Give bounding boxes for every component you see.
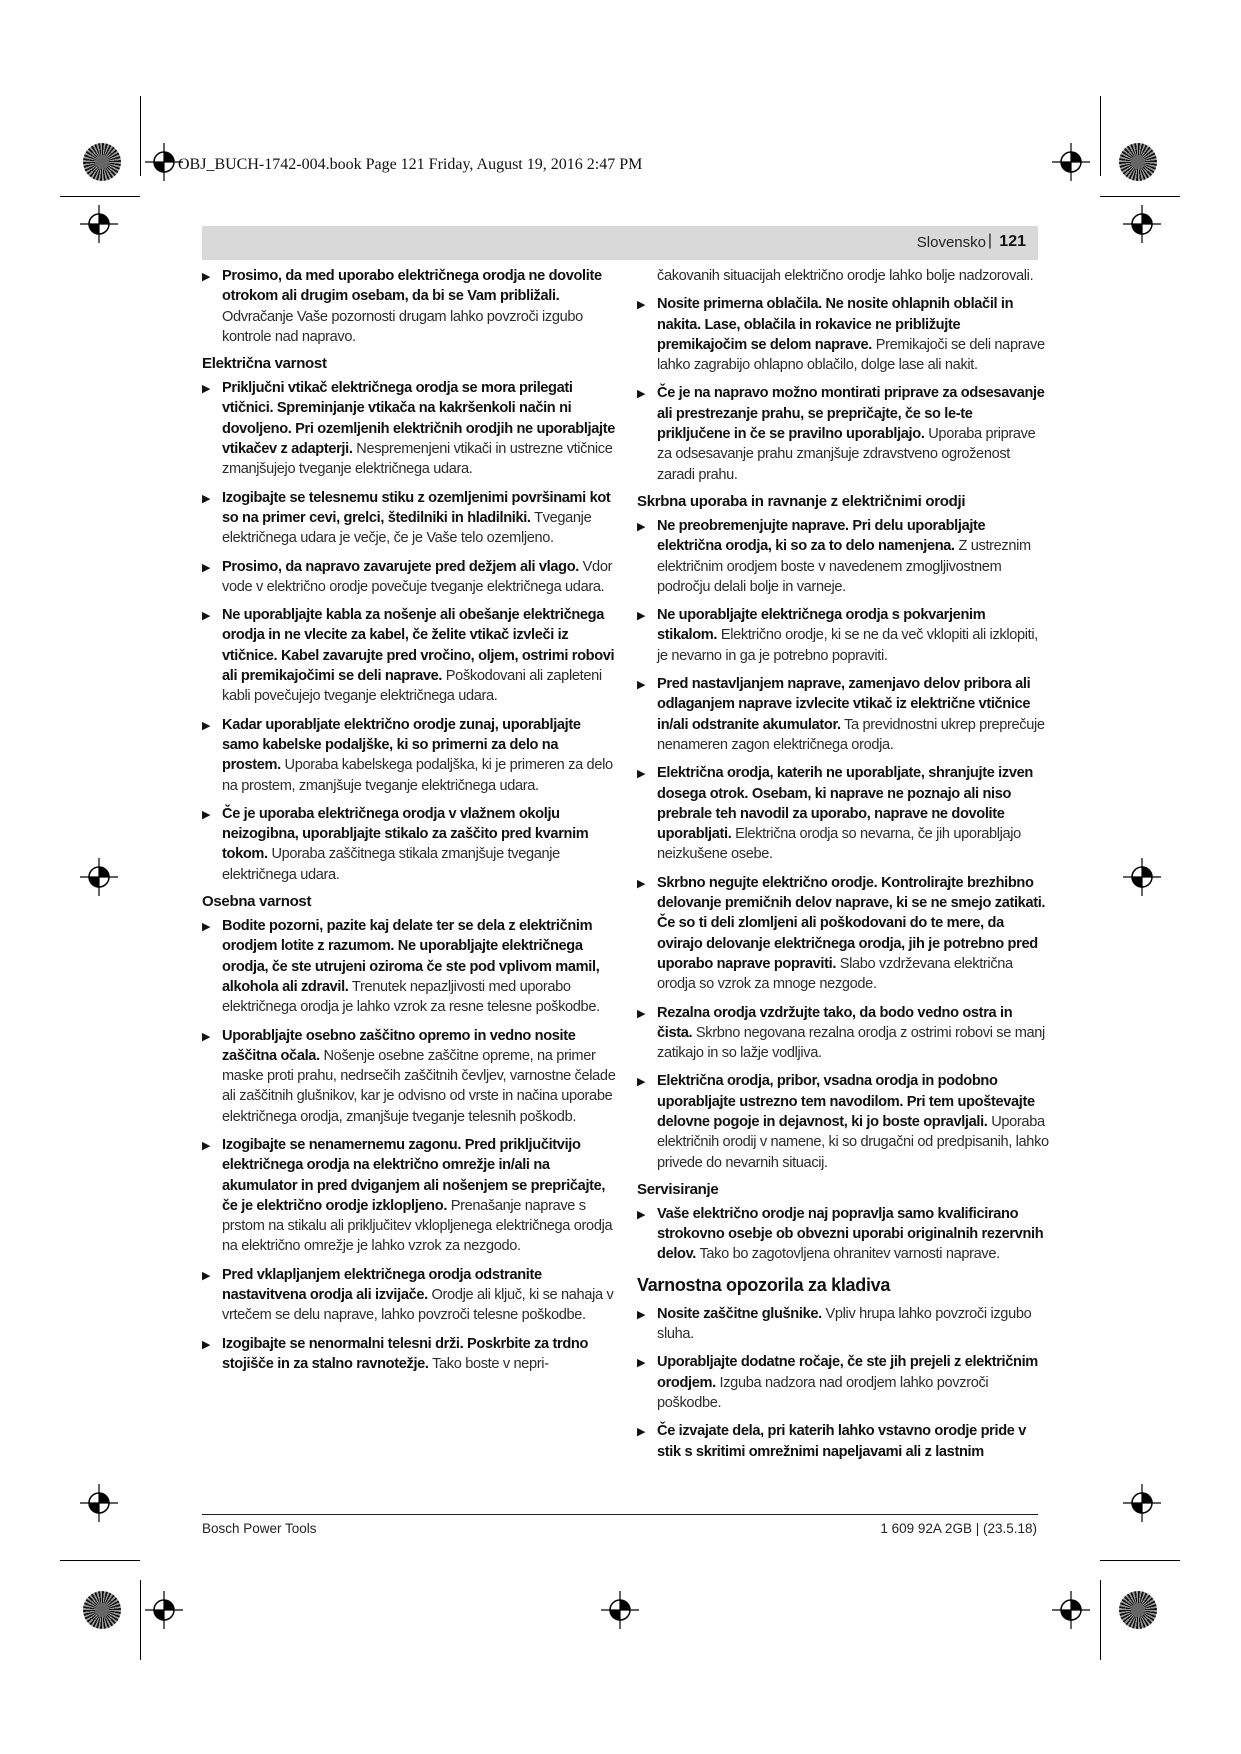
section-heading-tool-care: Skrbna uporaba in ravnanje z električnimi orodji bbox=[637, 492, 966, 510]
color-wheel-icon bbox=[1119, 143, 1157, 181]
list-item: ▶ Uporabljajte dodatne ročaje, če ste jih prejeli z električnim orodjem. Izguba nadzora nad orodjem lahko povzroči poškodbe. bbox=[637, 1354, 1038, 1411]
registration-mark-icon bbox=[1052, 143, 1090, 181]
bullet-triangle-icon: ▶ bbox=[637, 1208, 646, 1221]
page-number: 121 bbox=[999, 233, 1026, 250]
registration-mark-icon bbox=[145, 1591, 183, 1629]
bullet-triangle-icon: ▶ bbox=[202, 719, 211, 732]
color-wheel-icon bbox=[83, 143, 121, 181]
list-item: ▶ Izogibajte se telesnemu stiku z ozemljenimi površinami kot so na primer cevi, grelci, štedilniki in hladilniki. Tveganje električnega udara je večje, če je Vaše telo ozemljeno. bbox=[202, 489, 611, 547]
footer-doc-code: 1 609 92A 2GB | (23.5.18) bbox=[880, 1521, 1037, 1536]
section-heading-hammer-warnings: Varnostna opozorila za kladiva bbox=[637, 1274, 891, 1295]
bullet-triangle-icon: ▶ bbox=[637, 388, 646, 401]
footer-divider bbox=[202, 1514, 1038, 1515]
bullet-triangle-icon: ▶ bbox=[202, 383, 211, 396]
bullet-triangle-icon: ▶ bbox=[637, 679, 646, 692]
list-item: ▶ Izogibajte se nenamernemu zagonu. Pred priključitvijo električnega orodja na električno omrežje in/ali na akumulator in pred dviganjem ali nošenjem se prepričajte, če je električno orodje izklopljeno. Prenašanje naprave s prstom na stikalu ali priključitev vklopljenega električnega orodja na električno omrežje je lahko vzrok za nezgodo. bbox=[202, 1136, 613, 1255]
list-item: ▶ Električna orodja, katerih ne uporabljate, shranjujte izven dosega otrok. Osebam, ki naprave ne poznajo ali niso prebrale teh navodil za uporabo, naprave ne dovolite uporabljati. Električna orodja so nevarna, če jih uporabljajo neizkušene osebe. bbox=[637, 765, 1033, 863]
bullet-triangle-icon: ▶ bbox=[637, 1076, 646, 1089]
list-item: ▶ Ne uporabljajte električnega orodja s pokvarjenim stikalom. Električno orodje, ki se ne da več vklopiti ali izklopiti, je nevarno in ga je potrebno popraviti. bbox=[637, 607, 1038, 664]
bullet-triangle-icon: ▶ bbox=[637, 877, 646, 890]
bullet-triangle-icon: ▶ bbox=[637, 1426, 646, 1439]
registration-mark-icon bbox=[80, 205, 118, 243]
bullet-triangle-icon: ▶ bbox=[202, 561, 211, 574]
bullet-triangle-icon: ▶ bbox=[637, 299, 646, 312]
list-item: ▶ Vaše električno orodje naj popravlja samo kvalificirano strokovno osebje ob obvezni uporabi originalnih rezervnih delov. Tako bo zagotovljena ohranitev varnosti naprave. bbox=[637, 1205, 1044, 1263]
section-heading-personal-safety: Osebna varnost bbox=[202, 893, 312, 911]
registration-mark-icon bbox=[1052, 1591, 1090, 1629]
list-item: ▶ Prosimo, da napravo zavarujete pred dežjem ali vlago. Vdor vode v električno orodje povečuje tveganje električnega udara. bbox=[202, 558, 613, 595]
list-item: ▶ Bodite pozorni, pazite kaj delate ter se dela z električnim orodjem lotite z razumom. Ne uporabljajte električnega orodja, če ste utrujeni oziroma če ste pod vplivom mamil, alkohola ali zdravil. Trenutek nepazljivosti med uporabo električnega orodja je lahko vzrok za resne telesne poškodbe. bbox=[202, 918, 600, 1016]
bullet-triangle-icon: ▶ bbox=[202, 271, 211, 283]
registration-mark-icon bbox=[80, 858, 118, 896]
section-heading-electrical-safety: Električna varnost bbox=[202, 355, 327, 373]
bullet-triangle-icon: ▶ bbox=[637, 1007, 646, 1020]
list-item: ▶ Električna orodja, pribor, vsadna orodja in podobno uporabljajte ustrezno tem navodilom. Pri tem upoštevajte delovne pogoje in dejavnost, ki jo boste opravljali. Uporaba električnih orodij v namene, ki so drugačni od predpisanih, lahko privede do nevarnih situacij. bbox=[637, 1073, 1049, 1171]
bullet-triangle-icon: ▶ bbox=[637, 1357, 646, 1370]
registration-mark-icon bbox=[1123, 205, 1161, 243]
book-file-header: OBJ_BUCH-1742-004.book Page 121 Friday, August 19, 2016 2:47 PM bbox=[178, 156, 643, 173]
list-item: ▶ Kadar uporabljate električno orodje zunaj, uporabljajte samo kabelske podaljške, ki so primerni za delo na prostem. Uporaba kabelskega podaljška, ki je primeren za delo na prostem, zmanjšuje tveganje električnega udara. bbox=[202, 716, 613, 794]
list-item: ▶ Rezalna orodja vzdržujte tako, da bodo vedno ostra in čista. Skrbno negovana rezalna orodja z ostrimi robovi se manj zatikajo in so lažje vodljiva. bbox=[637, 1004, 1045, 1062]
color-wheel-icon bbox=[83, 1591, 121, 1629]
bullet-triangle-icon: ▶ bbox=[202, 492, 211, 505]
footer-brand: Bosch Power Tools bbox=[202, 1521, 317, 1536]
list-item: ▶ Če je uporaba električnega orodja v vlažnem okolju neizogibna, uporabljajte stikalo za zaščito pred kvarnim tokom. Uporaba zaščitnega stikala zmanjšuje tveganje električnega udara. bbox=[202, 805, 589, 883]
continuation-text: čakovanih situacijah električno orodje lahko bolje nadzorovali. bbox=[657, 268, 1034, 284]
list-item: ▶ Nosite zaščitne glušnike. Vpliv hrupa lahko povzroči izgubo sluha. bbox=[637, 1305, 1032, 1343]
left-column bbox=[202, 266, 618, 1382]
bullet-triangle-icon: ▶ bbox=[202, 921, 211, 934]
list-item: ▶ Izogibajte se nenormalni telesni drži. Poskrbite za trdno stojišče in za stalno ravnotežje. Tako boste v nepri- bbox=[202, 1335, 589, 1372]
header-separator: | bbox=[987, 232, 992, 249]
bullet-triangle-icon: ▶ bbox=[202, 1269, 211, 1282]
bullet-triangle-icon: ▶ bbox=[637, 768, 646, 781]
color-wheel-icon bbox=[1119, 1591, 1157, 1629]
registration-mark-icon bbox=[601, 1591, 639, 1629]
bullet-triangle-icon: ▶ bbox=[637, 1308, 646, 1321]
registration-mark-icon bbox=[1123, 1484, 1161, 1522]
list-item: ▶ Skrbno negujte električno orodje. Kontrolirajte brezhibno delovanje premičnih delov naprave, ki se ne smejo zatikati. Če so ti deli zlomljeni ali poškodovani do te mere, da ovirajo delovanje električnega orodja, jih je potrebno pred uporabo naprave popraviti. Slabo vzdrževana električna orodja so vzrok za mnoge nezgode. bbox=[637, 874, 1046, 993]
bullet-triangle-icon: ▶ bbox=[637, 520, 646, 533]
registration-mark-icon bbox=[80, 1484, 118, 1522]
list-item: ▶ Če je na napravo možno montirati priprave za odsesavanje ali prestrezanje prahu, se prepričajte, če so le-te priključene in če se pravilno uporabljajo. Uporaba priprave za odsesavanje prahu zmanjšuje zdravstveno ogroženost zaradi prahu. bbox=[637, 385, 1045, 483]
list-item: ▶ Pred nastavljanjem naprave, zamenjavo delov pribora ali odlaganjem naprave izvlecite vtikač iz električne vtičnice in/ali odstranite akumulator. Ta previdnostni ukrep preprečuje nenameren zagon električnega orodja. bbox=[637, 676, 1045, 753]
list-item: ▶ Uporabljajte osebno zaščitno opremo in vedno nosite zaščitna očala. Nošenje osebne zaščitne opreme, na primer maske proti prahu, nedrsečih zaščitnih čevljev, varnostne čelade ali zaščitnih glušnikov, kar je odvisno od vrste in načina uporabe električnega orodja, zmanjšuje tveganje telesnih poškodb. bbox=[202, 1027, 616, 1125]
bullet-triangle-icon: ▶ bbox=[202, 610, 211, 623]
list-item: ▶ Priključni vtikač električnega orodja se mora prilegati vtičnici. Spreminjanje vtikača na kakršenkoli način ni dovoljeno. Pri ozemljenih električnih orodjih ne uporabljajte vtikačev z adapterji. Nespremenjeni vtikači in ustrezne vtičnice zmanjšujejo tveganje električnega udara. bbox=[202, 380, 616, 478]
bullet-triangle-icon: ▶ bbox=[202, 1030, 211, 1043]
list-item: ▶ Pred vklapljanjem električnega orodja odstranite nastavitvena orodja ali izvijače. Orodje ali ključ, ki se nahaja v vrtečem se delu naprave, lahko povzroči telesne poškodbe. bbox=[202, 1266, 614, 1324]
list-item: ▶ Ne uporabljajte kabla za nošenje ali obešanje električnega orodja in ne vlecite za kabel, če želite vtikač izvleči iz vtičnice. Kabel zavarujte pred vročino, oljem, ostrimi robovi ali premikajočimi se deli naprave. Poškodovani ali zapleteni kabli povečujejo tveganje električnega udara. bbox=[202, 607, 615, 705]
section-heading-service: Servisiranje bbox=[637, 1180, 719, 1198]
bullet-triangle-icon: ▶ bbox=[202, 1338, 211, 1351]
list-item: ▶ Če izvajate dela, pri katerih lahko vstavno orodje pride v stik s skritimi omrežnimi napeljavami ali z lastnim bbox=[637, 1423, 1027, 1460]
page-header-band bbox=[202, 226, 1038, 260]
list-item: ▶ Ne preobremenjujte naprave. Pri delu uporabljajte električna orodja, ki so za to delo namenjena. Z ustreznim električnim orodjem boste v navedenem zmogljivostnem področju delali bolje in varneje. bbox=[637, 517, 1031, 595]
language-label: Slovensko bbox=[916, 234, 986, 251]
bullet-triangle-icon: ▶ bbox=[202, 1139, 211, 1152]
list-item: ▶ Prosimo, da med uporabo električnega orodja ne dovolite otrokom ali drugim osebam, da bi se Vam približali. Odvračanje Vaše pozornosti drugam lahko povzroči izgubo kontrole nad napravo. bbox=[202, 268, 602, 345]
bullet-triangle-icon: ▶ bbox=[202, 808, 211, 821]
bullet-triangle-icon: ▶ bbox=[637, 610, 646, 623]
right-column bbox=[637, 266, 1049, 1470]
list-item: ▶ Nosite primerna oblačila. Ne nosite ohlapnih oblačil in nakita. Lase, oblačila in rokavice ne približujte premikajočim se delom naprave. Premikajoči se deli naprave lahko zagrabijo ohlapno oblačilo, dolge lase ali nakit. bbox=[637, 296, 1045, 374]
registration-mark-icon bbox=[1123, 858, 1161, 896]
